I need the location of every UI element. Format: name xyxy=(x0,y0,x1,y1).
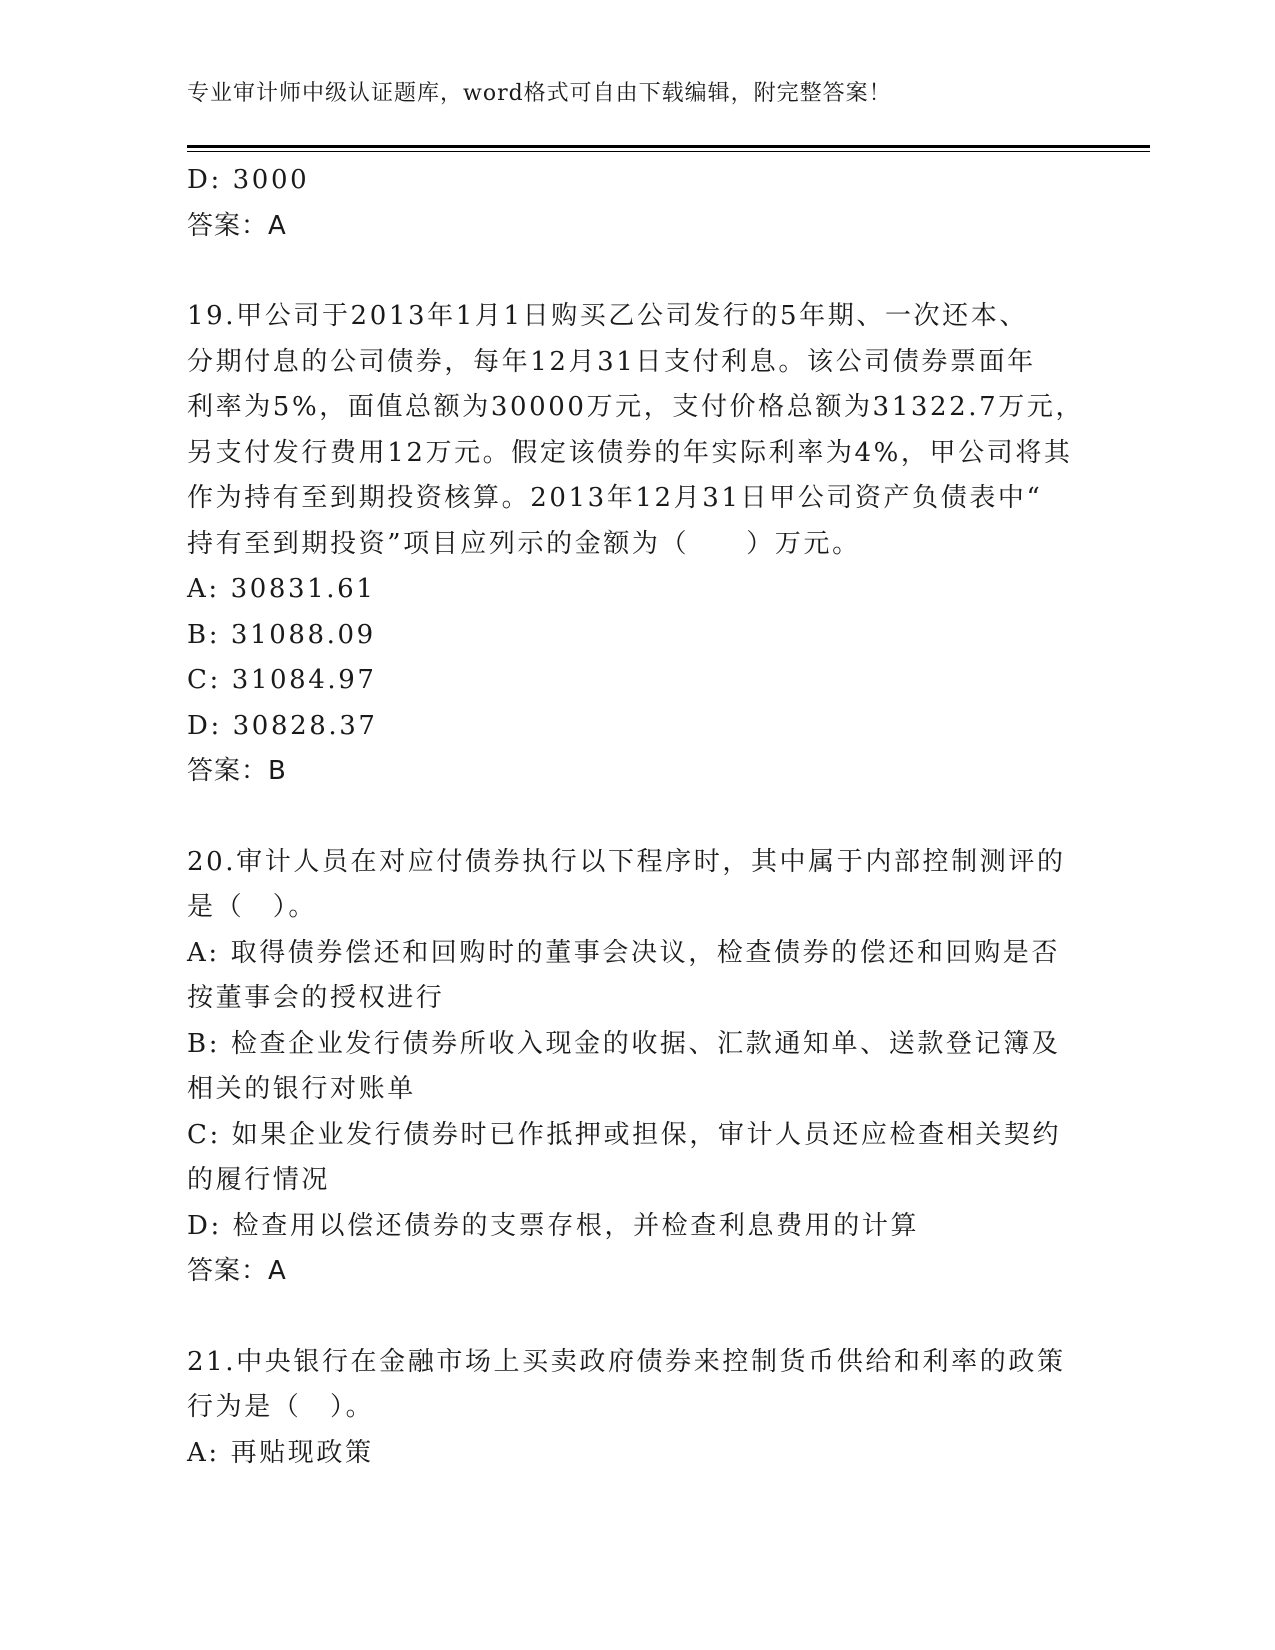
prev-option-d: D: 3000 xyxy=(187,165,310,195)
question-19-line: 另支付发行费用12万元。假定该债券的年实际利率为4%，甲公司将其 xyxy=(187,437,1073,468)
question-21-line: 行为是（ ）。 xyxy=(187,1392,375,1422)
spacer xyxy=(187,249,1087,294)
question-21 xyxy=(187,1340,1087,1477)
question-20-option-c: C: 如果企业发行债券时已作抵押或担保，审计人员还应检查相关契约 xyxy=(187,1119,1062,1150)
question-21-option-a: A: 再贴现政策 xyxy=(187,1437,374,1468)
question-19-line: 分期付息的公司债券，每年12月31日支付利息。该公司债券票面年 xyxy=(187,346,1036,377)
header-rule-thin xyxy=(187,151,1150,152)
question-19-answer: 答案：B xyxy=(187,756,287,786)
question-20-option-a-cont: 按董事会的授权进行 xyxy=(187,983,445,1013)
question-19-line: 19.甲公司于2013年1月1日购买乙公司发行的5年期、一次还本、 xyxy=(187,301,1028,331)
question-content xyxy=(187,158,1087,1476)
question-19-option-b: B: 31088.09 xyxy=(187,619,376,650)
question-19-line: 利率为5%，面值总额为30000万元，支付价格总额为31322.7万元， xyxy=(187,392,1085,422)
question-19-option-c: C: 31084.97 xyxy=(187,665,377,695)
question-20-option-d: D: 检查用以偿还债券的支票存根，并检查利息费用的计算 xyxy=(187,1210,920,1241)
question-20-option-c-cont: 的履行情况 xyxy=(187,1165,331,1195)
spacer xyxy=(187,1295,1087,1340)
question-19-option-a: A: 30831.61 xyxy=(187,574,376,604)
question-19-line: 持有至到期投资”项目应列示的金额为（ ）万元。 xyxy=(187,528,861,559)
question-20-line: 20.审计人员在对应付债券执行以下程序时，其中属于内部控制测评的 xyxy=(187,846,1066,877)
question-19-line: 作为持有至到期投资核算。2013年12月31日甲公司资产负债表中“ xyxy=(187,483,1043,513)
question-20-option-b: B: 检查企业发行债券所收入现金的收据、汇款通知单、送款登记簿及 xyxy=(187,1028,1061,1059)
spacer xyxy=(187,795,1087,840)
question-20-answer: 答案：A xyxy=(187,1256,287,1286)
question-20-option-b-cont: 相关的银行对账单 xyxy=(187,1074,416,1104)
question-19-option-d: D: 30828.37 xyxy=(187,710,378,741)
question-21-line: 21.中央银行在金融市场上买卖政府债券来控制货币供给和利率的政策 xyxy=(187,1346,1066,1377)
question-20-line: 是（ ）。 xyxy=(187,892,318,922)
question-20-option-a: A: 取得债券偿还和回购时的董事会决议，检查债券的偿还和回购是否 xyxy=(187,937,1061,968)
page-header: 专业审计师中级认证题库，word格式可自由下载编辑，附完整答案！ xyxy=(187,81,892,106)
header-rule-thick xyxy=(187,145,1150,148)
prev-answer: 答案：A xyxy=(187,210,287,241)
question-19 xyxy=(187,294,1087,795)
question-20 xyxy=(187,840,1087,1295)
